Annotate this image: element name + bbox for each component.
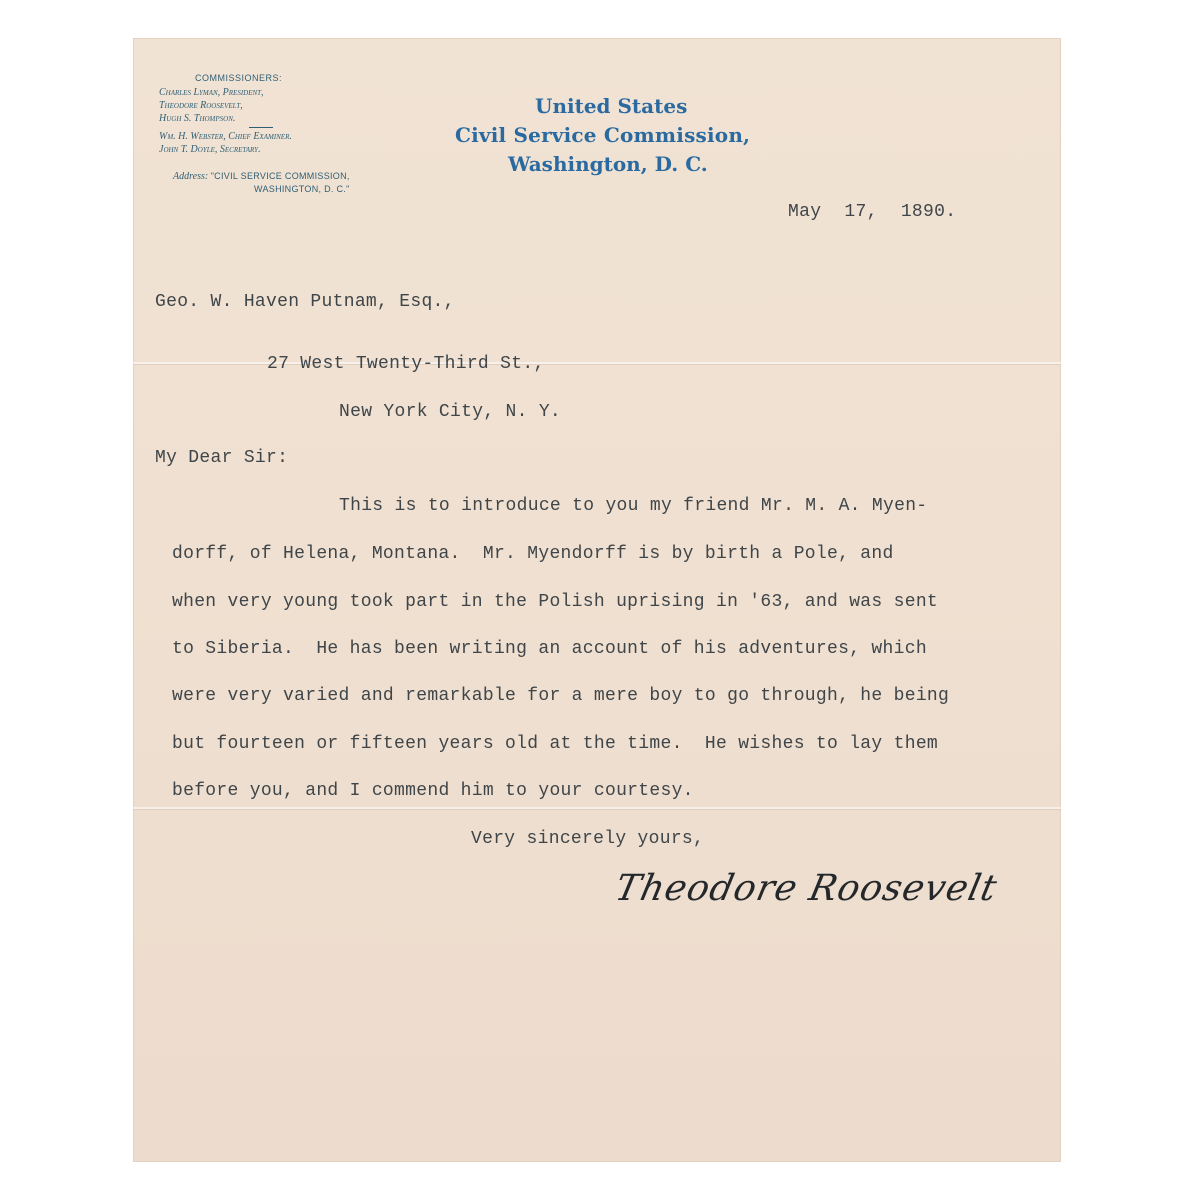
closing: Very sincerely yours,	[471, 829, 705, 849]
letterhead-title-line-1: United States	[535, 94, 688, 118]
commissioners-divider	[249, 127, 273, 128]
body-line-3: when very young took part in the Polish uprising in '63, and was sent	[172, 592, 939, 612]
body-line-6: but fourteen or fifteen years old at the time. He wishes to lay them	[172, 734, 939, 754]
body-line-2: dorff, of Helena, Montana. Mr. Myendorff is by birth a Pole, and	[172, 544, 894, 564]
signature: Theodore Roosevelt	[611, 868, 1002, 909]
address-label: Address:	[173, 171, 209, 182]
letter-page	[133, 38, 1061, 1162]
body-line-1: This is to introduce to you my friend Mr. M. A. Myen-	[339, 496, 928, 516]
salutation: My Dear Sir:	[155, 448, 289, 468]
commissioners-heading: COMMISSIONERS:	[195, 73, 283, 83]
letterhead-title-line-2: Civil Service Commission,	[455, 123, 751, 147]
recipient-street: 27 West Twenty-Third St.,	[267, 354, 545, 374]
commissioner-3: Hugh S. Thompson.	[159, 113, 236, 124]
recipient-city: New York City, N. Y.	[339, 402, 562, 422]
fold-crease-lower	[133, 807, 1061, 809]
commissioner-1: Charles Lyman, President,	[159, 87, 264, 98]
letterhead-title	[433, 92, 773, 179]
letter-date: May 17, 1890.	[788, 202, 957, 222]
commissioner-2: Theodore Roosevelt,	[159, 100, 243, 111]
letterhead-title-line-3: Washington, D. C.	[508, 152, 708, 176]
recipient-name: Geo. W. Haven Putnam, Esq.,	[155, 292, 455, 312]
address-line-2: WASHINGTON, D. C."	[254, 184, 350, 194]
staff-2: John T. Doyle, Secretary.	[159, 144, 261, 155]
commissioners-block	[155, 72, 380, 196]
telegraph-address	[155, 170, 380, 183]
body-line-4: to Siberia. He has been writing an account of his adventures, which	[172, 639, 927, 659]
address-line-1: "CIVIL SERVICE COMMISSION,	[210, 171, 350, 181]
staff-1: Wm. H. Webster, Chief Examiner.	[159, 131, 292, 142]
body-line-5: were very varied and remarkable for a mere boy to go through, he being	[172, 686, 950, 706]
body-line-7: before you, and I commend him to your courtesy.	[172, 781, 694, 801]
